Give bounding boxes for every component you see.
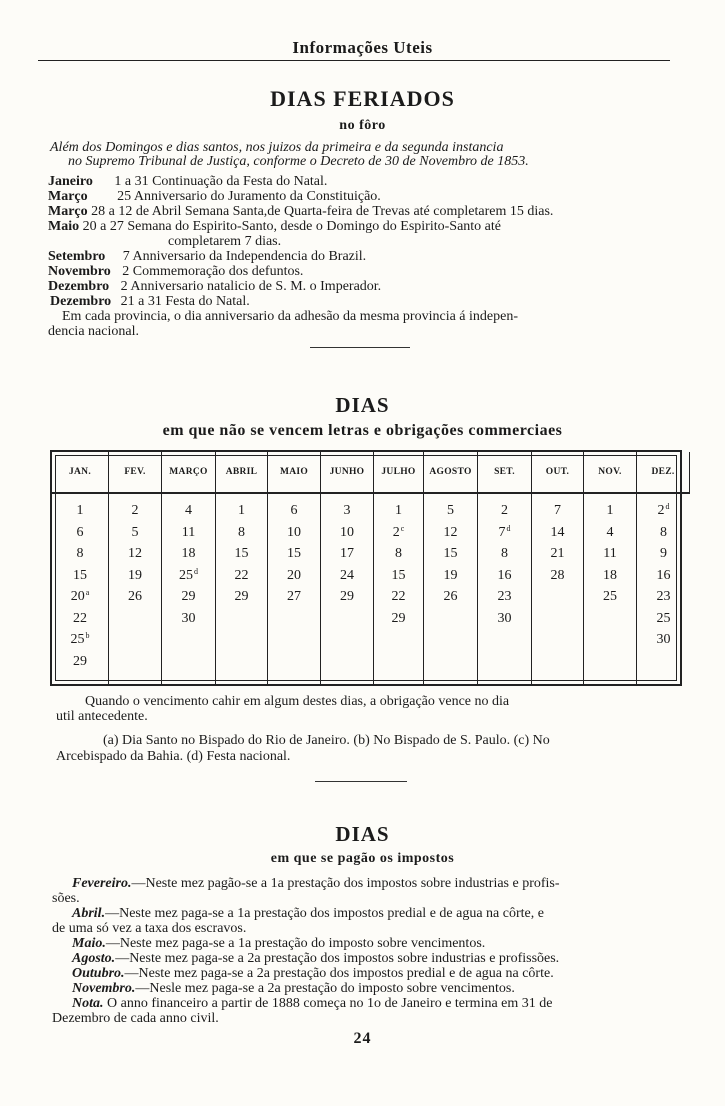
section2-note-line2: util antecedente. [56,709,148,724]
table-header: FEV. [109,452,162,494]
table-cell: 20 [287,567,301,583]
section1-intro-line2: no Supremo Tribunal de Justiça, conforme o Decreto de 30 de Novembro de 1853. [68,154,529,169]
table-cell: 2 [501,503,508,518]
table-cell: 23 [656,589,671,604]
table-cell: 29 [181,589,196,604]
holiday-entry: Setembro 7 Anniversario da Independencia do Brazil. [48,249,367,264]
table-header: NOV. [584,452,637,494]
table-header: ABRIL [216,452,268,494]
table-cell: 22 [391,589,406,604]
table-cell: 9 [660,546,667,561]
tax-item-continuation: Dezembro de cada anno civil. [52,1011,219,1026]
table-cell: 19 [443,567,458,583]
tax-item: Agosto.—Neste mez paga-se a 2a prestação dos impostos sobre industrias e profissões. [72,951,560,966]
section1-intro-line1: Além dos Domingos e dias santos, nos juizos da primeira e da segunda instancia [50,140,504,155]
table-cell: 24 [340,567,354,583]
table-column [584,494,637,684]
table-cell: 30 [497,610,512,626]
table-column [374,494,424,684]
table-column [162,494,216,684]
table-cell: 30 [181,610,196,626]
table-cell: 8 [501,546,508,561]
section1-note-line2: dencia nacional. [48,324,139,339]
table-cell: 22 [234,567,249,583]
table-cell: 25 [603,589,617,604]
tax-item: Maio.—Neste mez paga-se a 1a prestação do imposto sobre vencimentos. [72,936,486,951]
table-cell: 15 [287,546,301,561]
section2-title: DIAS [335,393,390,417]
section2-footnote-line2: Arcebispado da Bahia. (d) Festa nacional. [56,749,291,764]
table-cell: 25$^b$ [70,631,90,647]
table-column [532,494,584,684]
section2-subtitle: em que não se vencem letras e obrigações commerciaes [162,422,563,439]
table-cell: 2$^c$ [392,523,405,540]
table-cell: 1 [395,503,402,518]
table-cell: 7 [554,503,561,518]
table-cell: 15 [234,546,249,561]
table-cell: 10 [340,524,354,540]
table-cell: 25 [656,610,671,626]
table-cell: 6 [76,524,84,540]
table-column [268,494,321,684]
table-cell: 6 [290,503,298,518]
holiday-entry: Dezembro 21 a 31 Festa do Natal. [50,294,250,309]
table-cell: 26 [443,589,458,604]
running-head: Informações Uteis [292,38,433,57]
table-cell: 10 [287,524,301,540]
table-cell: 25$^d$ [179,566,198,583]
table-cell: 14 [550,524,565,540]
table-cell: 1 [76,503,84,518]
table-cell: 8 [238,524,245,540]
table-cell: 16 [497,567,512,583]
table-header: JAN. [52,452,109,494]
table-header: OUT. [532,452,584,494]
table-cell: 5 [447,503,454,518]
table-cell: 15 [443,546,458,561]
table-cell: 15 [391,567,406,583]
section1-subtitle: no fôro [339,118,386,133]
table-cell: 12 [128,546,142,561]
table-cell: 7$^d$ [498,523,511,540]
section2-note-line1: Quando o vencimento cahir em algum destes dias, a obrigação vence no dia [85,694,510,709]
table-cell: 15 [73,567,87,583]
table-column [478,494,532,684]
table-cell: 18 [603,567,617,583]
table-cell: 8 [660,524,667,540]
section2-footnote-line1: (a) Dia Santo no Bispado do Rio de Janeiro. (b) No Bispado de S. Paulo. (c) No [103,733,550,748]
table-header: JUNHO [321,452,374,494]
table-cell: 28 [550,567,565,583]
tax-item: Abril.—Neste mez paga-se a 1a prestação dos impostos predial e de agua na côrte, e [72,906,544,921]
table-cell: 2$^d$ [657,502,670,518]
table-column [216,494,268,684]
table-cell: 29 [391,610,406,626]
table-column [52,494,109,684]
table-cell: 23 [497,589,512,604]
table-column [424,494,478,684]
table-cell: 29 [340,589,354,604]
table-cell: 16 [656,567,671,583]
table-cell: 29 [73,653,87,669]
table-header: JULHO [374,452,424,494]
table-column [109,494,162,684]
holiday-entry: Maio 20 a 27 Semana do Espirito-Santo, desde o Domingo do Espirito-Santo até [48,219,501,234]
table-header: SET. [478,452,532,494]
holiday-entry: Janeiro 1 a 31 Continuação da Festa do Natal. [48,174,328,189]
tax-item-continuation: sões. [52,891,80,906]
table-cell: 18 [181,546,196,561]
table-header: MARÇO [162,452,216,494]
table-cell: 4 [185,503,192,518]
table-cell: 4 [606,524,614,540]
table-cell: 21 [550,546,565,561]
table-cell: 2 [131,503,139,518]
page-number: 24 [353,1030,372,1047]
due-dates-table [50,450,682,686]
tax-item: Novembro.—Nesle mez paga-se a 2a prestação do imposto sobre vencimentos. [72,981,515,996]
table-cell: 22 [73,610,87,626]
table-cell: 12 [443,524,458,540]
table-column [637,494,690,684]
holiday-entry: Novembro 2 Commemoração dos defuntos. [48,264,304,279]
header-rule [38,60,670,61]
table-cell: 19 [128,567,142,583]
table-header: DEZ. [637,452,690,494]
table-cell: 5 [131,524,139,540]
table-cell: 8 [395,546,402,561]
table-header: MAIO [268,452,321,494]
tax-item: Nota. O anno financeiro a partir de 1888 começa no 1o de Janeiro e termina em 31 de [72,996,553,1011]
table-cell: 3 [343,503,351,518]
table-cell: 20$^a$ [70,588,90,604]
table-cell: 1 [238,503,245,518]
section-divider [315,781,407,782]
holiday-entry: Março 25 Anniversario do Juramento da Constituição. [48,189,381,204]
table-cell: 11 [181,524,196,540]
table-header: AGOSTO [424,452,478,494]
table-cell: 29 [234,589,249,604]
section3-title: DIAS [335,822,390,846]
section-divider [310,347,410,348]
holiday-entry: Março 28 a 12 de Abril Semana Santa,de Quarta-feira de Trevas até completarem 15 dias. [48,204,554,219]
table-cell: 26 [128,589,142,604]
tax-item: Fevereiro.—Neste mez pagão-se a 1a prestação dos impostos sobre industrias e profis- [72,876,560,891]
section1-note-line1: Em cada provincia, o dia anniversario da adhesão da mesma provincia á indepen- [62,309,518,324]
section1-title: DIAS FERIADOS [270,86,455,111]
table-cell: 30 [656,632,671,647]
table-column [321,494,374,684]
holiday-entry-continuation: completarem 7 dias. [168,234,282,249]
table-cell: 17 [340,546,354,561]
tax-item: Outubro.—Neste mez paga-se a 2a prestação dos impostos predial e de agua na côrte. [72,966,554,981]
table-cell: 27 [287,589,301,604]
table-cell: 8 [76,546,84,561]
table-cell: 1 [606,503,614,518]
section3-subtitle: em que se pagão os impostos [270,851,455,866]
table-cell: 11 [603,546,617,561]
tax-item-continuation: de uma só vez a taxa dos escravos. [52,921,247,936]
holiday-entry: Dezembro 2 Anniversario natalicio de S. M. o Imperador. [48,279,382,294]
